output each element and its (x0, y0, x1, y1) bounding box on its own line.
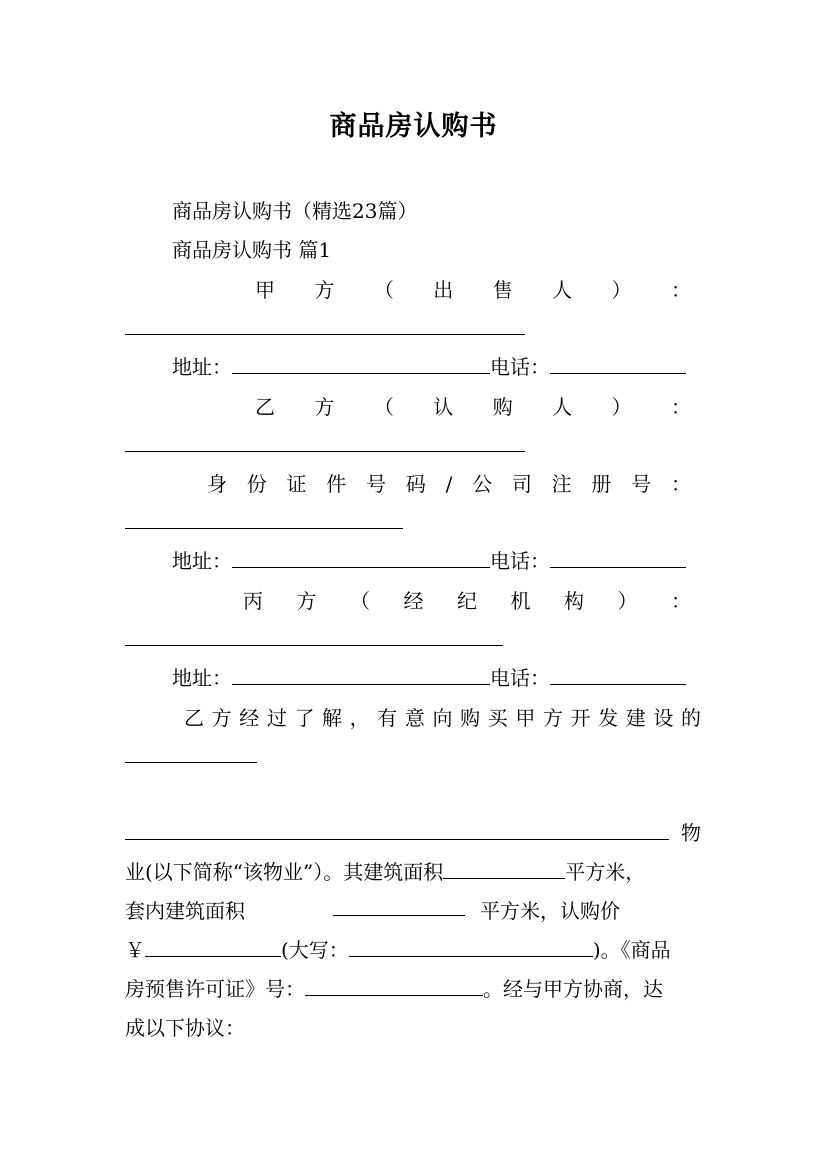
char: 积 (225, 899, 245, 923)
address-blank (232, 666, 490, 685)
inner-area-unit (480, 897, 702, 925)
char: 购 (492, 395, 513, 419)
char: 设 (653, 706, 674, 730)
price-blank (145, 938, 281, 957)
char: / (445, 472, 453, 496)
char: 身 (207, 472, 227, 496)
property-blank (125, 821, 669, 840)
char: 甲 (515, 706, 536, 730)
phone-blank (550, 666, 686, 685)
phone-label: 电话： (490, 666, 550, 690)
address-label: 地址： (172, 549, 232, 573)
party-b-contact (172, 547, 702, 575)
char: 号 (631, 472, 652, 496)
char: 公 (472, 472, 493, 496)
char: 号 (366, 472, 387, 496)
char: 人 (552, 278, 573, 302)
party-b-label (255, 393, 691, 421)
agreement-line: 成以下协议： (125, 1016, 245, 1040)
char: 方 (314, 278, 335, 302)
address-blank (232, 549, 490, 568)
party-b-blank (125, 451, 525, 452)
price-uppercase-label: (大写： (281, 938, 349, 962)
char: 价 (600, 899, 620, 923)
char: ： (670, 472, 691, 496)
char: 码 (405, 472, 426, 496)
char: 面 (205, 899, 225, 923)
price-uppercase-blank (349, 938, 593, 957)
char: 司 (511, 472, 532, 496)
id-number-label (207, 470, 691, 498)
char: 购 (580, 899, 600, 923)
char: 丙 (243, 589, 263, 613)
inner-area-blank (333, 897, 465, 916)
char: ： (671, 589, 691, 613)
subtitle: 商品房认购书（精选23篇） (172, 199, 418, 223)
permit-text: )。《商品 (592, 938, 671, 962)
char: 套 (125, 899, 145, 923)
char: 建 (625, 706, 646, 730)
party-c-label (243, 587, 691, 615)
price-line (125, 936, 702, 964)
char: 方 (500, 899, 520, 923)
char: 筑 (185, 899, 205, 923)
char: 方 (211, 706, 232, 730)
party-c-contact (172, 664, 702, 692)
char: 构 (564, 589, 584, 613)
char: 有 (377, 706, 398, 730)
permit-line (125, 975, 702, 1003)
char: 册 (591, 472, 612, 496)
char: 认 (433, 395, 454, 419)
char: 证 (286, 472, 307, 496)
char: 售 (492, 278, 513, 302)
char: 方 (542, 706, 563, 730)
area-unit: 平方米， (565, 860, 646, 884)
char: 开 (570, 706, 591, 730)
char: 方 (314, 395, 335, 419)
char: 的 (680, 706, 701, 730)
permit-label: 房预售许可证》号： (125, 977, 305, 1001)
char: 份 (246, 472, 267, 496)
char: （ (373, 395, 394, 419)
area-line (125, 858, 702, 886)
party-a-label (255, 276, 691, 304)
char: ， (349, 706, 370, 730)
phone-label: 电话： (490, 549, 550, 573)
document-title: 商品房认购书 (329, 111, 498, 142)
char: （ (373, 278, 394, 302)
char: ： (670, 395, 691, 419)
char: 件 (326, 472, 347, 496)
char: 甲 (255, 278, 275, 302)
char: 乙 (184, 706, 204, 730)
party-a-contact (172, 353, 702, 381)
char: 平 (480, 899, 500, 923)
char: 人 (552, 395, 573, 419)
property-line (125, 819, 702, 847)
char: 机 (510, 589, 531, 613)
section-heading: 商品房认购书 篇1 (172, 238, 332, 262)
char: 乙 (255, 395, 275, 419)
char: 出 (433, 278, 454, 302)
address-blank (232, 355, 490, 374)
char: 意 (404, 706, 425, 730)
char: 了 (294, 706, 315, 730)
char: 认 (560, 899, 580, 923)
char: 经 (403, 589, 424, 613)
char: 内 (145, 899, 165, 923)
char: 注 (551, 472, 572, 496)
char: 经 (239, 706, 260, 730)
party-c-blank (125, 645, 503, 646)
phone-blank (550, 549, 686, 568)
char: ： (670, 278, 691, 302)
char: 纪 (457, 589, 477, 613)
developer-blank (125, 762, 257, 763)
id-number-blank (125, 528, 403, 529)
char: 向 (432, 706, 453, 730)
area-text: 业(以下简称“该物业”）。其建筑面积 (125, 860, 444, 884)
char: 米 (520, 899, 540, 923)
char: ） (611, 395, 632, 419)
char: 买 (487, 706, 508, 730)
char: （ (350, 589, 370, 613)
char: 解 (322, 706, 343, 730)
inner-area-text (125, 897, 317, 925)
address-label: 地址： (172, 666, 232, 690)
char: ， (540, 899, 560, 923)
char: 发 (598, 706, 619, 730)
address-label: 地址： (172, 355, 232, 379)
char: 过 (266, 706, 287, 730)
permit-blank (305, 977, 483, 996)
property-suffix: 物 (681, 821, 701, 845)
inner-area-line (125, 897, 702, 925)
char: ） (611, 278, 632, 302)
agreement-text: 。经与甲方协商，达 (483, 977, 663, 1001)
phone-blank (550, 355, 686, 374)
char: 购 (460, 706, 481, 730)
char: 建 (165, 899, 185, 923)
area-blank (443, 860, 565, 879)
party-a-blank (125, 334, 525, 335)
char: 方 (296, 589, 317, 613)
phone-label: 电话： (490, 355, 550, 379)
currency-symbol: ￥ (125, 938, 145, 962)
intro-text (184, 704, 701, 732)
char: ） (617, 589, 638, 613)
